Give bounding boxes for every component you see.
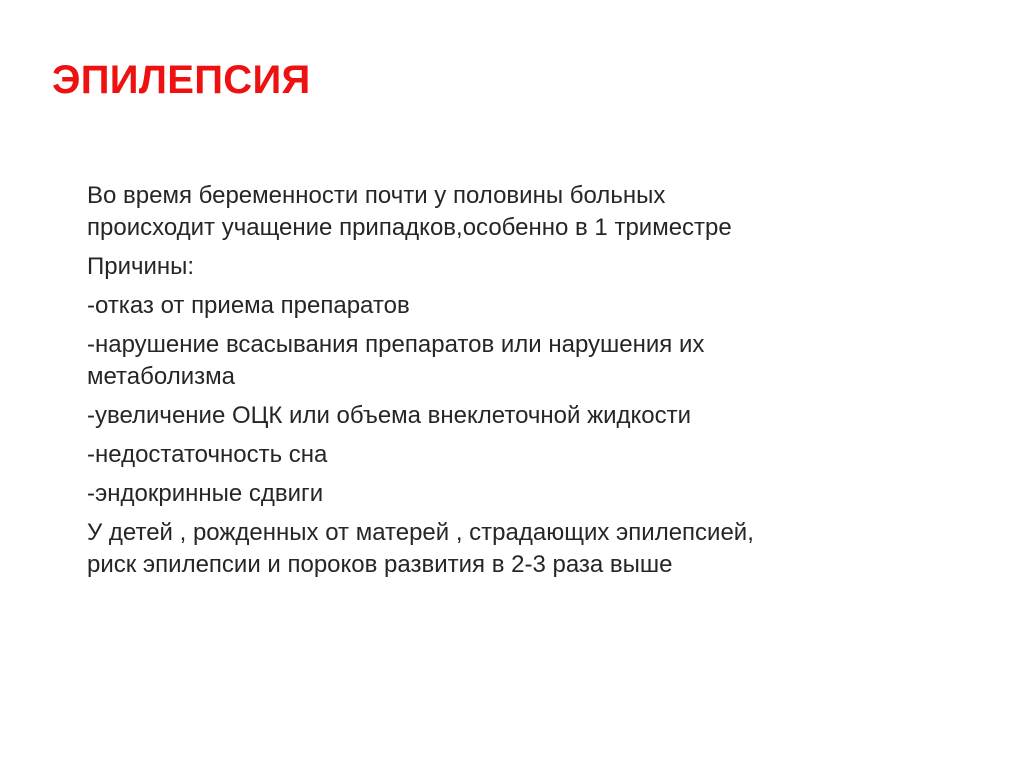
text-line: метаболизма [87,363,235,390]
text-line: -эндокринные сдвиги [87,480,324,507]
text-line: риск эпилепсии и пороков развития в 2-3 раза выше [87,551,673,578]
text-line: У детей , рожденных от матерей , страдающих эпилепсией, [87,519,754,546]
text-line: -отказ от приема препаратов [87,292,410,319]
paragraph-children-risk [87,517,967,581]
text-line: -увеличение ОЦК или объема внеклеточной жидкости [87,402,692,429]
list-item-cause [87,329,967,393]
paragraph-causes-heading [87,251,967,283]
text-line: -нарушение всасывания препаратов или нарушения их [87,331,705,358]
list-item-cause [87,439,967,471]
text-line: Во время беременности почти у половины больных [87,182,666,209]
list-item-cause [87,478,967,510]
text-line: происходит учащение припадков,особенно в 1 триместре [87,214,732,241]
paragraph-pregnancy-seizures [87,180,967,244]
list-item-cause [87,290,967,322]
list-item-cause [87,400,967,432]
text-line: Причины: [87,253,195,280]
text-line: -недостаточность сна [87,441,328,468]
slide-title: ЭПИЛЕПСИЯ [52,58,311,102]
slide-body [87,180,967,588]
